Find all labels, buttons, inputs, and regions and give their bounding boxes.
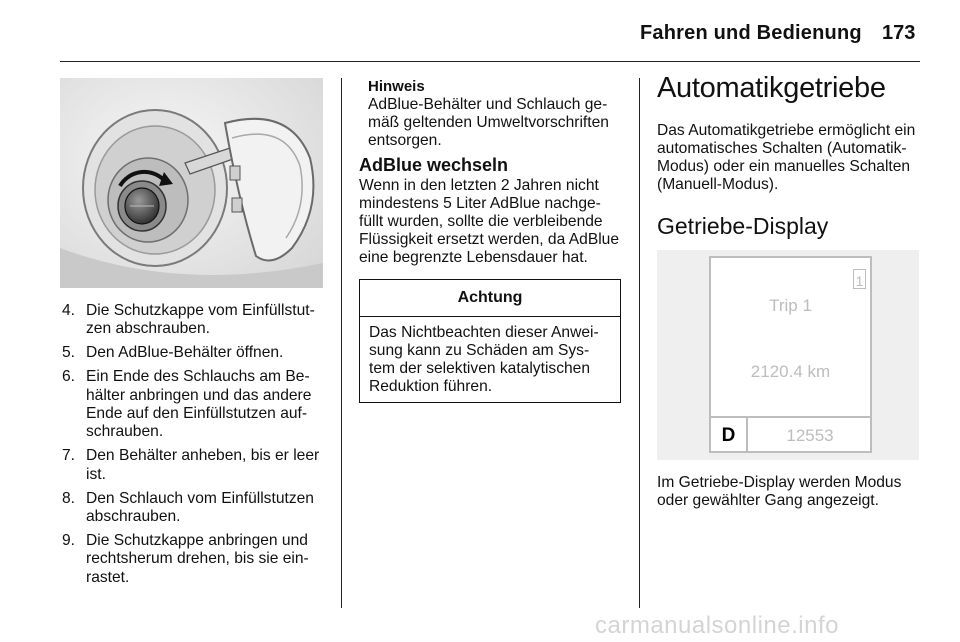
list-item xyxy=(62,532,330,587)
display-caption: Im Getriebe-Display werden Modus oder gewählter Gang angezeigt. xyxy=(657,474,902,509)
step-number: 6. xyxy=(62,368,76,386)
running-head: Fahren und Bedienung xyxy=(640,22,862,44)
note-block xyxy=(368,78,618,150)
column-divider-right xyxy=(639,78,640,608)
warning-box xyxy=(359,279,621,403)
step-number: 9. xyxy=(62,531,76,549)
step-text: Ein Ende des Schlauchs am Be-hälter anbringen und das andere Ende auf den Einfüllstutzen auf-schrauben. xyxy=(86,368,312,441)
adblue-heading: AdBlue wechseln xyxy=(359,155,509,175)
step-text: Die Schutzkappe vom Einfüllstut-zen abschrauben. xyxy=(86,302,315,338)
step-text: Den Behälter anheben, bis er leer ist. xyxy=(86,447,320,483)
step-text: Den Schlauch vom Einfüllstutzen abschrauben. xyxy=(86,489,314,526)
step-number: 4. xyxy=(62,302,76,319)
page-indicator-icon: 1 xyxy=(853,269,866,289)
trip-value: 2120.4 km xyxy=(750,362,831,381)
step-number: 5. xyxy=(62,344,76,362)
list-item xyxy=(62,490,330,527)
warning-text: Das Nichtbeachten dieser Anwei-sung kann zu Schäden am Sys-tem der selektiven katalytischen Reduktion führen. xyxy=(369,324,599,395)
automatik-text: Das Automatikgetriebe ermöglicht ein automatisches Schalten (Automatik-Modus) oder ein manuelles Schalten (Manuell-Modus). xyxy=(657,122,916,193)
list-item xyxy=(62,447,330,484)
section-title: Automatikgetriebe xyxy=(657,72,886,104)
step-number: 8. xyxy=(62,489,76,507)
instruction-steps xyxy=(62,302,330,593)
display-screen xyxy=(709,256,872,453)
fuel-filler-illustration xyxy=(60,78,323,288)
list-item xyxy=(62,368,330,442)
trip-label: Trip 1 xyxy=(769,296,812,315)
transmission-display-illustration xyxy=(657,250,919,460)
display-heading: Getriebe-Display xyxy=(657,213,829,239)
watermark: carmanualsonline.info xyxy=(595,612,839,639)
adblue-text: Wenn in den letzten 2 Jahren nicht mindestens 5 Liter AdBlue nachge-füllt wurden, sollte die verbleibende Flüssigkeit ersetzt werden, da AdBlue eine begrenzte Lebensdauer hat. xyxy=(359,177,620,266)
warning-title: Achtung xyxy=(360,280,620,317)
gear-mode-indicator: D xyxy=(711,418,748,453)
step-text: Den AdBlue-Behälter öffnen. xyxy=(86,344,284,362)
odometer-value: 12553 xyxy=(786,425,834,445)
page-number: 173 xyxy=(882,22,916,44)
step-number: 7. xyxy=(62,447,76,465)
header-rule xyxy=(60,61,920,62)
step-text: Die Schutzkappe anbringen und rechtsherum drehen, bis sie ein-rastet. xyxy=(86,531,309,586)
note-text: AdBlue-Behälter und Schlauch ge-mäß geltenden Umweltvorschriften entsorgen. xyxy=(368,96,609,149)
list-item xyxy=(62,302,330,339)
list-item xyxy=(62,344,330,362)
column-divider-left xyxy=(341,78,342,608)
note-title: Hinweis xyxy=(368,78,425,95)
